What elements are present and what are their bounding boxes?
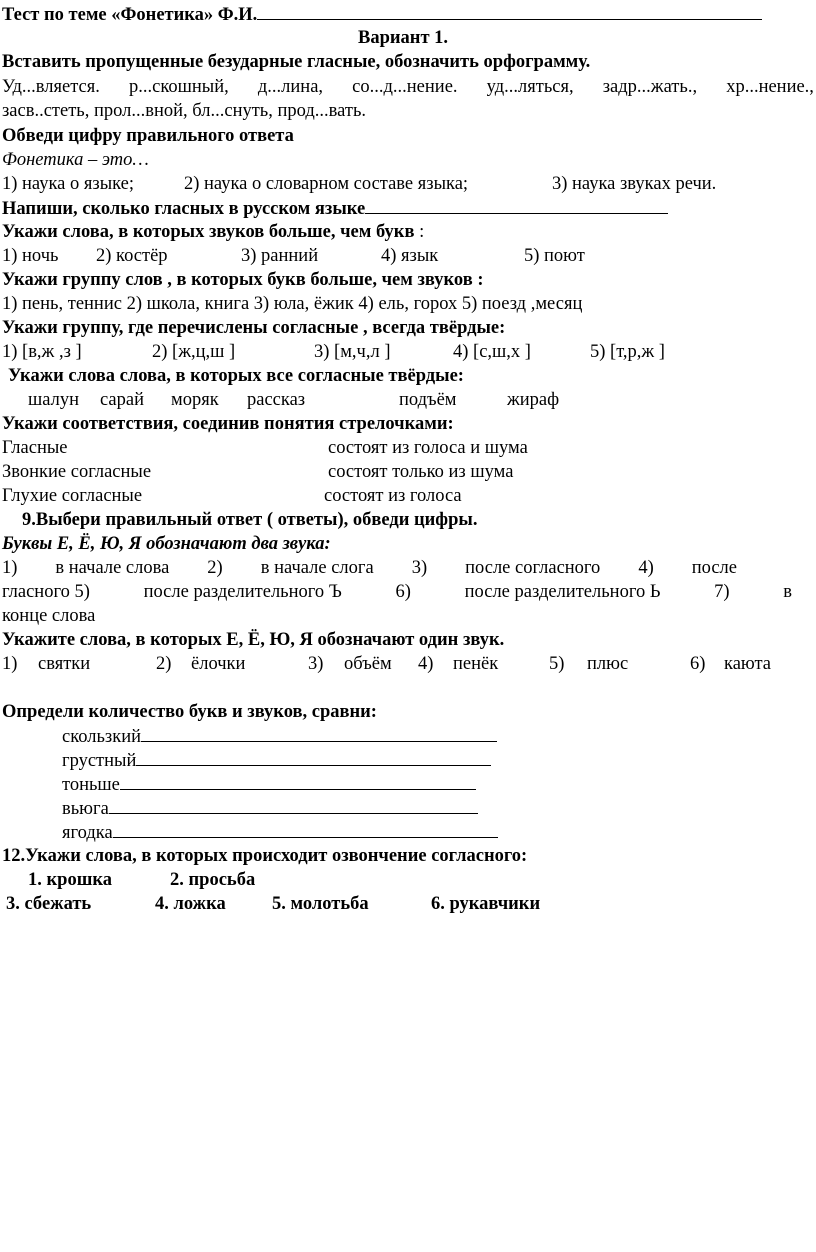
task7-word[interactable]: моряк [171,390,219,410]
task10-num[interactable]: 3) [308,654,324,674]
task12-heading: 12.Укажи слова, в которых происходит озвончение согласного: [2,846,528,866]
task7-heading: Укажи слова слова, в которых все согласные твёрдые: [8,366,464,386]
task11-row [62,796,478,821]
task7-word[interactable]: шалун [28,390,80,410]
task6-option-2[interactable]: 2) [ж,ц,ш ] [152,342,236,362]
task11-answer-blank[interactable] [136,748,491,766]
task1-word: Уд...вляется. [2,77,100,97]
task1-word: хр...нение., [726,77,814,97]
task4-option-5[interactable]: 5) поют [524,246,585,266]
task9-text[interactable]: гласного 5) [2,582,90,602]
task10-num[interactable]: 4) [418,654,434,674]
task1-word: д...лина, [257,77,324,97]
task8-right-item[interactable]: состоят только из шума [328,462,514,482]
task1-line1 [2,75,814,99]
task8-right-item[interactable]: состоят из голоса и шума [328,438,528,458]
task8-left-item[interactable]: Глухие согласные [2,486,143,506]
task10-num[interactable]: 5) [549,654,565,674]
task6-heading: Укажи группу, где перечислены согласные , всегда твёрдые: [2,318,506,338]
task12-option[interactable]: 5. молотьба [272,894,369,914]
task4-option-2[interactable]: 2) костёр [96,246,168,266]
task8-left-item[interactable]: Звонкие согласные [2,462,152,482]
task5-heading: Укажи группу слов , в которых букв больше, чем звуков : [2,270,484,290]
task8-heading: Укажи соответствия, соединив понятия стрелочками: [2,414,454,434]
task11-heading: Определи количество букв и звуков, сравни: [2,702,377,722]
task9-text: в начале слога [260,558,374,578]
task11-row [62,748,491,773]
task11-answer-blank[interactable] [109,796,478,814]
task12-option[interactable]: 6. рукавчики [431,894,541,914]
task1-word: задр...жать., [602,77,698,97]
task4-option-4[interactable]: 4) язык [381,246,439,266]
task10-word: плюс [587,654,629,674]
task10-num[interactable]: 6) [690,654,706,674]
vowel-count-blank[interactable] [365,196,668,214]
task8-right-item[interactable]: состоят из голоса [324,486,462,506]
task4-colon: : [414,222,425,242]
variant-label: Вариант 1. [358,28,449,48]
task11-answer-blank[interactable] [120,772,476,790]
task7-word[interactable]: жираф [507,390,560,410]
task11-word: грустный [62,751,137,771]
task2-option-3[interactable]: 3) наука звуках речи. [552,174,717,194]
task2-option-2[interactable]: 2) наука о словарном составе языка; [184,174,469,194]
task1-heading: Вставить пропущенные безударные гласные, обозначить орфограмму. [2,52,591,72]
task1-line2: засв..стеть, прол...вной, бл...снуть, прод...вать. [2,101,367,121]
task4-option-3[interactable]: 3) ранний [241,246,319,266]
title-line [2,2,762,27]
task1-word: со...д...нение. [352,77,458,97]
task9-text: после разделительного Ъ [143,582,342,602]
task11-word: тоньше [62,775,120,795]
task7-word[interactable]: подъём [399,390,457,410]
task9-text: после разделительного Ь [464,582,661,602]
task9-num[interactable]: 4) [638,558,654,578]
name-blank[interactable] [257,2,762,20]
task1-word: уд...ляться, [486,77,574,97]
task10-num[interactable]: 1) [2,654,18,674]
task11-word: вьюга [62,799,109,819]
task9-question: Буквы Е, Ё, Ю, Я обозначают два звука: [2,534,331,554]
task12-option[interactable]: 1. крошка [28,870,112,890]
task9-line3: конце слова [2,606,96,626]
task1-word: р...скошный, [129,77,229,97]
task11-row [62,820,498,845]
task9-num[interactable]: 6) [395,582,411,602]
task10-word: объём [344,654,392,674]
task11-word: скользкий [62,727,142,747]
task9-num[interactable]: 3) [411,558,428,578]
task9-num[interactable]: 7) [714,582,730,602]
task4-option-1[interactable]: 1) ночь [2,246,59,266]
task5-options: 1) пень, теннис 2) школа, книга 3) юла, ёжик 4) ель, горох 5) поезд ,месяц [2,294,583,314]
task6-option-4[interactable]: 4) [с,ш,х ] [453,342,531,362]
task9-heading: 9.Выбери правильный ответ ( ответы), обведи цифры. [22,510,478,530]
task11-answer-blank[interactable] [113,820,498,838]
task4-heading-line [2,220,424,244]
task9-text: в [783,582,792,602]
task2-heading: Обведи цифру правильного ответа [2,126,294,146]
task8-left-item[interactable]: Гласные [2,438,68,458]
task9-line1 [2,556,737,580]
task11-word: ягодка [62,823,113,843]
task10-num[interactable]: 2) [156,654,172,674]
task7-word[interactable]: сарай [100,390,145,410]
task9-line2 [2,580,792,604]
task10-word: каюта [724,654,772,674]
task12-option[interactable]: 3. сбежать [6,894,92,914]
task11-row [62,724,497,749]
page-title: Тест по теме «Фонетика» Ф.И. [2,5,258,25]
task6-option-5[interactable]: 5) [т,р,ж ] [590,342,665,362]
task3-heading: Напиши, сколько гласных в русском языке [2,199,366,219]
task12-option[interactable]: 2. просьба [170,870,256,890]
task7-word[interactable]: рассказ [247,390,306,410]
task9-text: в начале слова [55,558,170,578]
task10-word: святки [38,654,91,674]
task12-option[interactable]: 4. ложка [155,894,226,914]
task2-question: Фонетика – это… [2,150,149,170]
task10-word: ёлочки [191,654,246,674]
task9-num[interactable]: 1) [2,558,18,578]
task4-heading: Укажи слова, в которых звуков больше, чем букв [2,222,415,242]
task9-num[interactable]: 2) [207,558,223,578]
task3-line [2,196,668,221]
task9-text: после согласного [465,558,601,578]
task11-row [62,772,476,797]
task6-option-3[interactable]: 3) [м,ч,л ] [314,342,391,362]
task9-text: после [691,558,737,578]
task10-word: пенёк [453,654,499,674]
task2-option-1[interactable]: 1) наука о языке; [2,174,135,194]
task11-answer-blank[interactable] [141,724,497,742]
task6-option-1[interactable]: 1) [в,ж ,з ] [2,342,82,362]
task10-heading: Укажите слова, в которых Е, Ё, Ю, Я обозначают один звук. [2,630,505,650]
